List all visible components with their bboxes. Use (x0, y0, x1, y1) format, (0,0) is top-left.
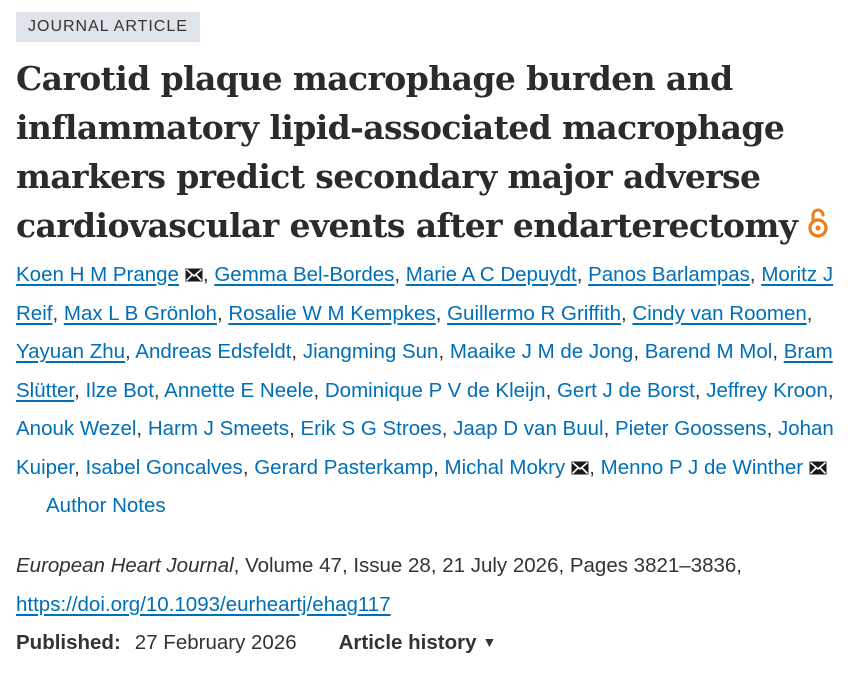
author-link[interactable]: Erik S G Stroes (300, 417, 442, 440)
author-separator: , (438, 340, 450, 363)
author-link[interactable]: Maaike J M de Jong (449, 340, 634, 363)
author-separator: , (394, 263, 406, 286)
author-link[interactable]: Isabel Goncalves (85, 455, 243, 479)
author-link[interactable]: Gemma Bel-Bordes (214, 263, 395, 286)
author-separator: , (694, 378, 707, 402)
author-separator: , (772, 340, 784, 363)
author-notes-link[interactable]: Author Notes (46, 494, 166, 517)
citation-details: , Volume 47, Issue 28, 21 July 2026, Pages 3821–3836, (233, 554, 742, 577)
author-separator: , (545, 378, 557, 402)
article-header (16, 12, 846, 661)
envelope-icon[interactable] (185, 268, 203, 282)
open-access-lock-icon (807, 207, 829, 239)
chevron-down-icon: ▼ (482, 634, 497, 650)
author-link[interactable]: Gerard Pasterkamp (254, 455, 434, 479)
author-separator: , (291, 340, 303, 363)
author-link[interactable]: Max L B Grönloh (63, 301, 217, 325)
author-separator: , (827, 378, 834, 402)
published-label: Published: (16, 630, 121, 654)
author-link[interactable]: Annette E Neele (164, 378, 314, 402)
author-separator: , (242, 455, 255, 479)
author-separator: , (603, 417, 615, 440)
envelope-icon[interactable] (571, 461, 589, 475)
author-separator: , (433, 455, 445, 479)
author-link[interactable]: Moritz J Reif (16, 263, 834, 325)
author-link[interactable]: Panos Barlampas (588, 263, 750, 286)
author-link[interactable]: Barend M Mol (644, 340, 773, 363)
author-separator: , (313, 378, 325, 402)
author-link[interactable]: Koen H M Prange (16, 263, 179, 286)
publication-info (16, 624, 846, 661)
author-link[interactable]: Marie A C Depuydt (405, 263, 577, 286)
journal-name[interactable]: European Heart Journal (16, 554, 234, 577)
author-link[interactable]: Jaap D van Buul (453, 417, 604, 440)
author-link[interactable]: Andreas Edsfeldt (135, 340, 292, 363)
author-separator: , (74, 378, 86, 402)
author-separator: , (153, 378, 165, 402)
envelope-icon[interactable] (809, 461, 827, 475)
author-separator: , (136, 417, 148, 440)
article-title (16, 54, 846, 250)
author-separator: , (435, 301, 448, 325)
author-separator: , (216, 301, 229, 325)
author-separator: , (766, 417, 778, 440)
article-title-text: Carotid plaque macrophage burden and inflammatory lipid-associated macrophage markers predict secondary major adverse cardiovascular events after endarterectomy (16, 59, 798, 245)
author-separator: , (806, 301, 813, 325)
author-separator: , (52, 301, 64, 325)
author-link[interactable]: Guillermo R Griffith (447, 301, 622, 325)
author-separator: , (633, 340, 645, 363)
author-link[interactable]: Yayuan Zhu (16, 340, 126, 363)
author-link[interactable]: Jeffrey Kroon (706, 378, 828, 402)
author-separator: , (74, 455, 86, 479)
author-list (16, 256, 846, 487)
author-link[interactable]: Bram Slütter (16, 340, 833, 402)
author-link[interactable]: Jiangming Sun (302, 340, 439, 363)
doi-link[interactable]: https://doi.org/10.1093/eurheartj/ehag117 (16, 592, 391, 616)
author-separator: , (621, 301, 633, 325)
author-link[interactable]: Rosalie W M Kempkes (228, 301, 436, 325)
author-link[interactable]: Harm J Smeets (147, 417, 290, 440)
author-separator: , (576, 263, 589, 286)
citation (16, 547, 846, 624)
author-link[interactable]: Gert J de Borst (556, 378, 695, 402)
author-separator: , (289, 417, 301, 440)
article-history-toggle[interactable] (339, 624, 497, 661)
article-type-badge: JOURNAL ARTICLE (16, 12, 200, 42)
author-link[interactable]: Dominique P V de Kleijn (324, 378, 546, 402)
author-separator: , (589, 455, 601, 479)
author-link[interactable]: Johan Kuiper (16, 417, 834, 479)
article-history-label: Article history (338, 631, 477, 654)
author-separator: , (202, 263, 215, 286)
author-separator: , (441, 417, 454, 440)
author-separator: , (749, 263, 762, 286)
author-link[interactable]: Menno P J de Winther (600, 455, 804, 479)
author-link[interactable]: Michal Mokry (444, 455, 566, 479)
author-separator: , (125, 340, 136, 363)
author-link[interactable]: Ilze Bot (85, 378, 154, 402)
author-link[interactable]: Cindy van Roomen (632, 301, 807, 325)
author-link[interactable]: Anouk Wezel (16, 417, 137, 440)
author-link[interactable]: Pieter Goossens (615, 417, 767, 440)
published-date: 27 February 2026 (134, 630, 297, 654)
